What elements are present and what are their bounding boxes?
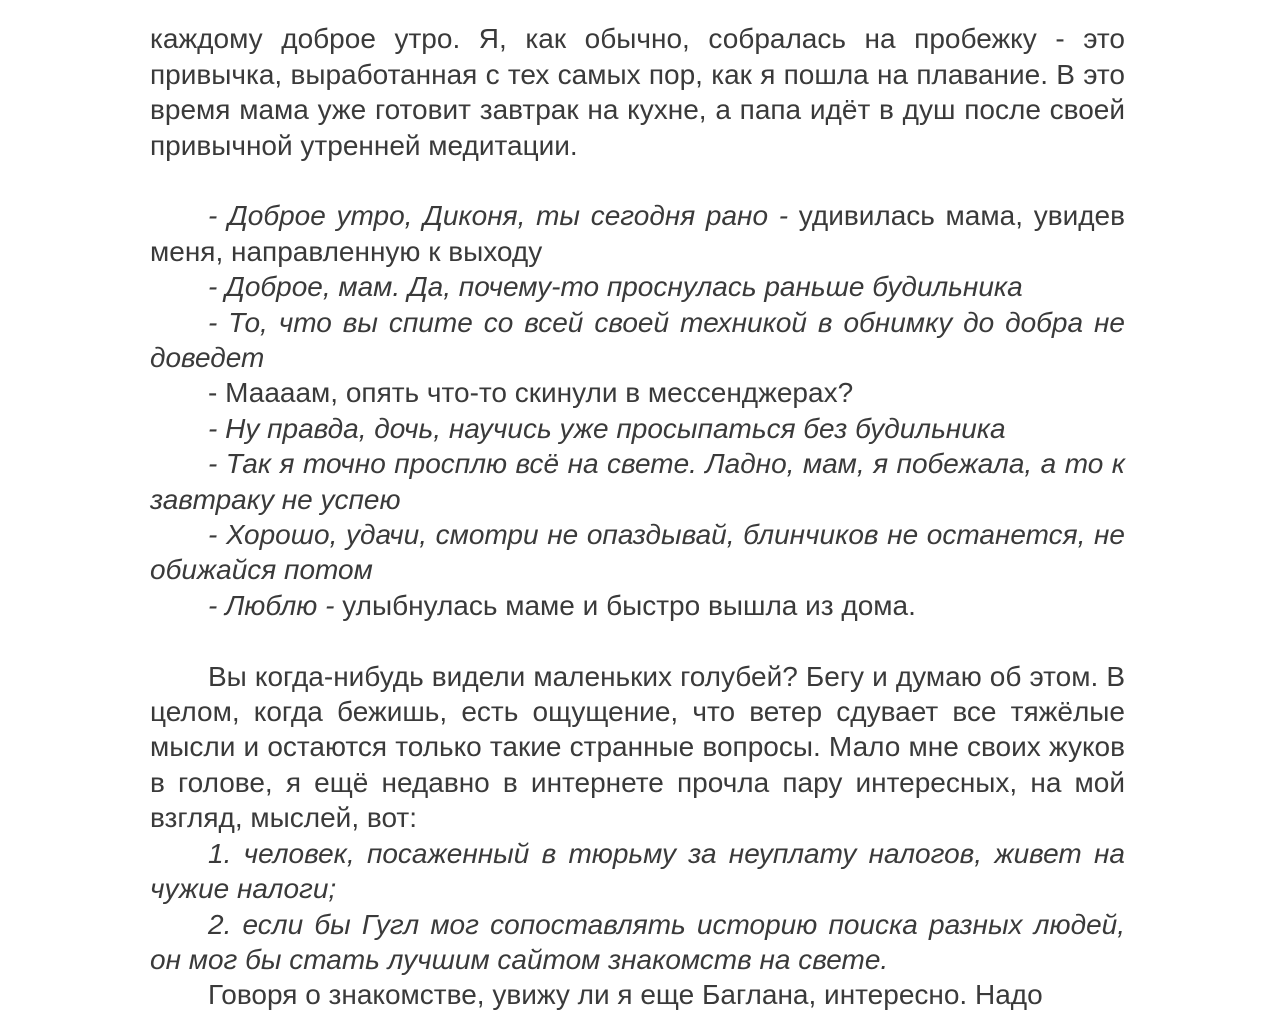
dialogue-line-8: [150, 588, 1125, 623]
list-item-2: [150, 907, 1125, 978]
dialogue-line-4: [150, 375, 1125, 410]
body-paragraph-3-text: Говоря о знакомстве, увижу ли я еще Баглана, интересно. Надо: [208, 979, 1043, 1011]
dialogue-8-plain: улыбнулась маме и быстро вышла из дома.: [334, 589, 916, 621]
dialogue-8-italic: - Люблю -: [208, 589, 335, 621]
dialogue-4-plain: - Маааам, опять что-то скинули в мессенджерах?: [208, 377, 854, 409]
list-item-1-text: 1. человек, посаженный в тюрьму за неуплату налогов, живет на чужие налоги;: [150, 837, 1125, 905]
intro-text: каждому доброе утро. Я, как обычно, собралась на пробежку - это привычка, выработанная с тех самых пор, как я пошла на плавание. В это время мама уже готовит завтрак на кухне, а папа идёт в душ после своей привычной утренней медитации.: [150, 23, 1125, 161]
paragraph-gap: [150, 623, 1125, 658]
paragraph-gap: [150, 163, 1125, 198]
dialogue-line-1: [150, 198, 1125, 269]
body-paragraph-2: [150, 659, 1125, 836]
dialogue-line-3: [150, 305, 1125, 376]
dialogue-6-italic: - Так я точно просплю всё на свете. Ладно, мам, я побежала, а то к завтраку не успею: [150, 448, 1125, 515]
dialogue-line-6: [150, 446, 1125, 517]
list-item-2-text: 2. если бы Гугл мог сопоставлять историю поиска разных людей, он мог бы стать лучшим сайтом знакомств на свете.: [150, 908, 1125, 975]
document-page: [150, 0, 1125, 1013]
dialogue-5-italic: - Ну правда, дочь, научись уже просыпаться без будильника: [208, 412, 1006, 444]
dialogue-1-italic: - Доброе утро, Диконя, ты сегодня рано -: [208, 200, 789, 232]
body-paragraph-2-text: Вы когда-нибудь видели маленьких голубей? Бегу и думаю об этом. В целом, когда бежишь, есть ощущение, что ветер сдувает все тяжёлые мысли и остаются только такие странные вопросы. Мало мне своих жуков в голове, я ещё недавно в интернете прочла пару интересных, на мой взгляд, мыслей, вот:: [150, 660, 1125, 834]
list-item-1: [150, 836, 1125, 907]
dialogue-2-italic: - Доброе, мам. Да, почему-то проснулась раньше будильника: [208, 271, 1023, 303]
dialogue-line-2: [150, 269, 1125, 304]
dialogue-1-plain: удивилась мама, увидев меня, направленную к выходу: [150, 200, 1125, 267]
intro-paragraph: [150, 21, 1125, 163]
body-paragraph-3: [150, 977, 1125, 1012]
dialogue-line-5: [150, 411, 1125, 446]
dialogue-7-italic: - Хорошо, удачи, смотри не опаздывай, блинчиков не останется, не обижайся потом: [150, 519, 1125, 586]
dialogue-3-italic: - То, что вы спите со всей своей техникой в обнимку до добра не доведет: [150, 306, 1125, 374]
dialogue-line-7: [150, 517, 1125, 588]
